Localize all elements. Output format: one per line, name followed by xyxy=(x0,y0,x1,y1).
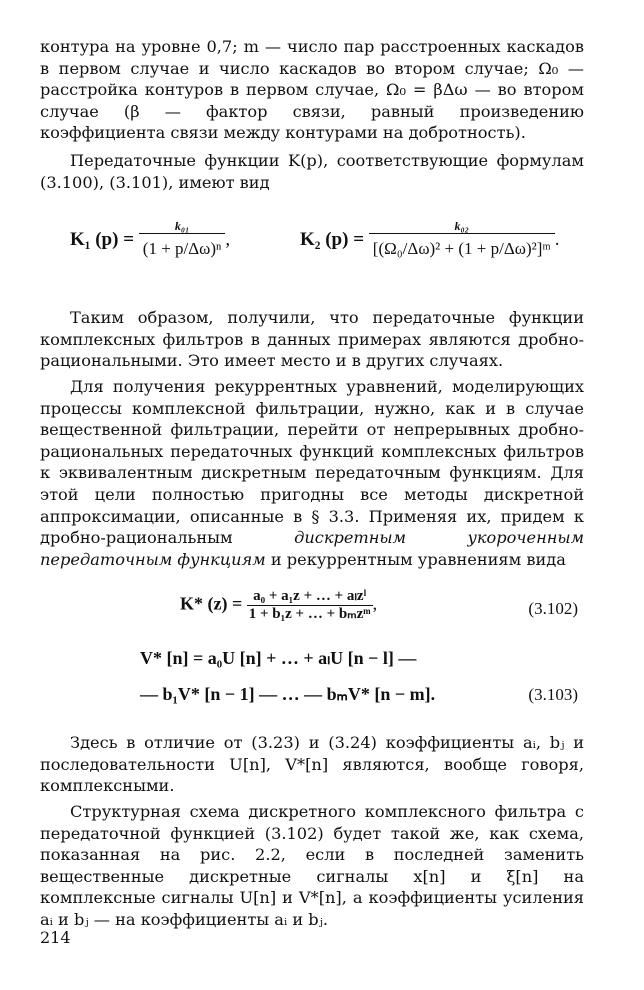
equation-3-102-lhs: K* (z) = xyxy=(180,593,243,614)
paragraph-4 xyxy=(40,376,584,570)
equation-3-102-tag: (3.102) xyxy=(528,599,578,619)
equation-3-103-second-line: — b₁V* [n − 1] — … — bₘV* [n − m]. xyxy=(140,684,436,705)
paragraph-4-start: Для получения рекуррентных уравнений, моделирующих процессы комплексной фильтрации, нужно, как и в случае вещественной фильтрации, перейти от непрерывных дробно-рациональных передаточных функций комплексных фильтров к эквивалентным дискретным передаточным функциям. Для этой цели полностью пригодны все методы дискретной аппроксимации, описанные в § 3.3. Применяя их, придем к дробно-рациональным xyxy=(40,376,584,548)
equation-3-102-body: K* (z) = $\frac{\text{a₀ + a₁z + … + aₗzˡ}}{\text{1 + b₁z + … + bₘzᵐ}}$ , xyxy=(180,588,378,623)
paragraph-5: Здесь в отличие от (3.23) и (3.24) коэффициенты aᵢ, bⱼ и последовательности U[n], V*[n] являются, вообще говоря, комплексными. xyxy=(40,733,584,796)
formula-k1-lhs: K₁ (p) = xyxy=(70,229,135,251)
page-number: 214 xyxy=(40,928,71,947)
formula-k1-denominator: (1 + p/Δω)ⁿ xyxy=(139,233,226,262)
paragraph-6: Структурная схема дискретного комплексного фильтра с передаточной функцией (3.102) будет такой же, как схема, показанная на рис. 2.2, если в последней заменить вещественные дискретные сигналы x[n] и ξ[n] на комплексные сигналы U[n] и V*[n], а коэффициенты усиления aᵢ и bⱼ — на коэффициенты aᵢ и bⱼ. xyxy=(40,802,584,930)
equation-3-102-numerator: a₀ + a₁z + … + aₗzˡ xyxy=(253,588,367,605)
formula-k2-lhs: K₂ (p) = xyxy=(300,229,365,251)
formula-k2-denominator: [(Ω₀/Δω)² + (1 + p/Δω)²]ᵐ xyxy=(369,233,555,262)
paragraph-4-emphasis: дискретным укороченным передаточным функциям xyxy=(40,528,584,569)
formula-k2-numerator: k₀₂ xyxy=(454,219,469,234)
transfer-functions-formula xyxy=(40,205,584,297)
paragraph-3: Таким образом, получили, что передаточные функции комплексных фильтров в данных примерах являются дробно-рациональными. Это имеет место и в других случаях. xyxy=(40,308,584,371)
equation-3-103-first-line: V* [n] = a₀U [n] + … + aₗU [n − l] — xyxy=(140,648,417,669)
paragraph-1: контура на уровне 0,7; m — число пар расстроенных каскадов в первом случае и число каскадов во втором случае; Ω₀ — расстройка контуров в первом случае, Ω₀ = βΔω — во втором случае (β — фактор связи, равный произведению коэффициента связи между контурами на добротность). xyxy=(40,37,584,143)
formula-k1: K₁ (p) = $\frac{\text{k₀₁}}{\text{(1 + p/Δω)ⁿ}}$ , xyxy=(70,219,230,262)
formula-k1-numerator: k₀₁ xyxy=(174,219,190,234)
equation-3-103-tag: (3.103) xyxy=(528,685,578,705)
equation-3-103-line-2 xyxy=(40,678,584,718)
equation-3-103-line-1 xyxy=(40,638,584,678)
paragraph-4-end: и рекуррентным уравнениям вида xyxy=(265,549,566,569)
paragraph-2: Передаточные функции K(p), соответствующие формулам (3.100), (3.101), имеют вид xyxy=(40,150,584,192)
equation-3-102 xyxy=(40,582,584,632)
equation-3-102-denominator: 1 + b₁z + … + bₘzᵐ xyxy=(248,606,371,623)
equation-3-102-fraction xyxy=(247,588,373,623)
formula-k1-fraction xyxy=(139,219,226,262)
formula-k2: K₂ (p) = $\frac{\text{k₀₂}}{\text{[(Ω₀/Δω)² + (1 + p/Δω)²]ᵐ}}$ . xyxy=(300,219,559,262)
page-body xyxy=(40,36,584,931)
formula-k2-fraction xyxy=(369,219,555,262)
